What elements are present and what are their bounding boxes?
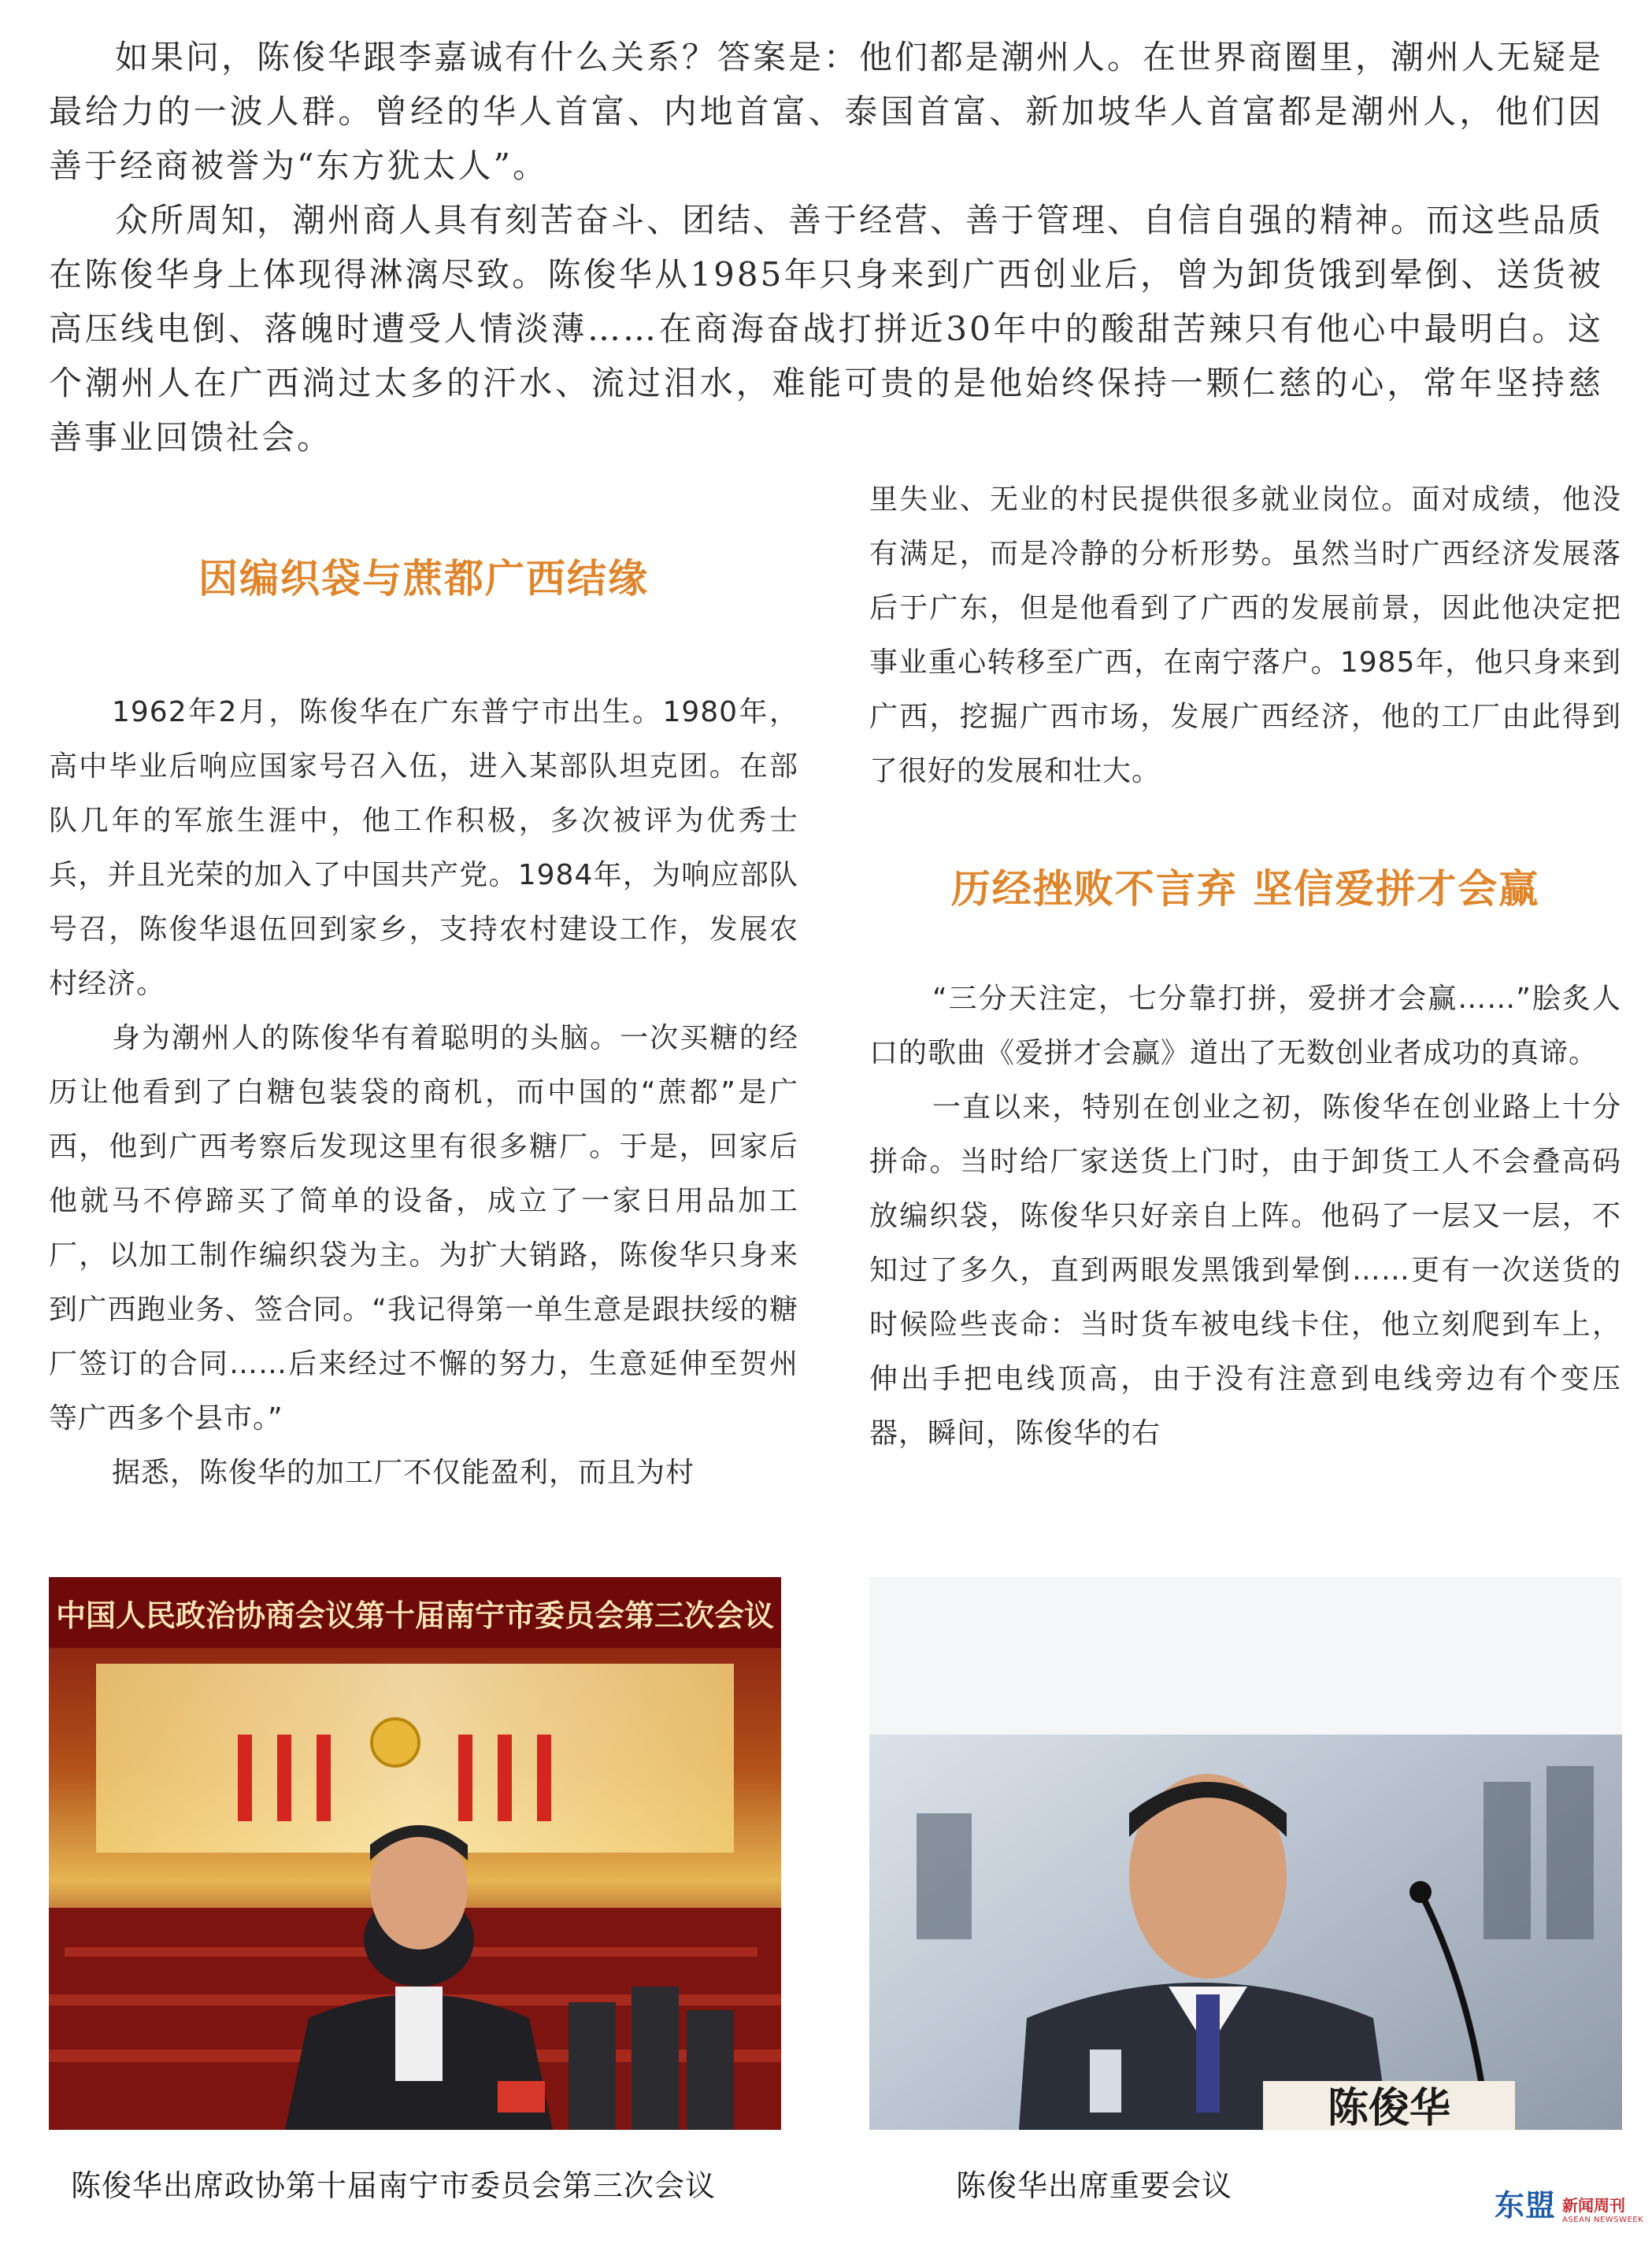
right-column <box>869 472 1621 1461</box>
right-continued-paragraph: 里失业、无业的村民提供很多就业岗位。面对成绩，他没有满足，而是冷静的分析形势。虽然当时广西经济发展落后于广东，但是他看到了广西的发展前景，因此他决定把事业重心转移至广西，在南宁落户。1985年，他只身来到广西，挖掘广西市场，发展广西经济，他的工厂由此得到了很好的发展和壮大。 <box>869 483 1621 787</box>
logo-sub <box>1562 2193 1643 2224</box>
right-paragraph-1: “三分天注定，七分靠打拼，爱拼才会赢……”脍炙人口的歌曲《爱拼才会赢》道出了无数创业者成功的真谛。 <box>869 983 1621 1069</box>
left-paragraph-2: 身为潮州人的陈俊华有着聪明的头脑。一次买糖的经历让他看到了白糖包装袋的商机，而中国的“蔗都”是广西，他到广西考察后发现这里有很多糖厂。于是，回家后他就马不停蹄买了简单的设备，成立了一家日用品加工厂，以加工制作编织袋为主。为扩大销路，陈俊华只身来到广西跑业务、签合同。“我记得第一单生意是跟扶绥的糖厂签订的合同……后来经过不懈的努力，生意延伸至贺州等广西多个县市。” <box>49 1022 798 1435</box>
logo-sub-en: ASEAN NEWSWEEK <box>1562 2216 1644 2224</box>
logo-main-text: 东盟 <box>1495 2188 1557 2223</box>
photo2-caption: 陈俊华出席重要会议 <box>956 2168 1233 2203</box>
photo-important-meeting <box>869 1577 1622 2130</box>
left-column <box>49 472 798 1500</box>
asean-newsweek-logo <box>1495 2181 1643 2224</box>
logo-sub-cn: 新闻周刊 <box>1562 2196 1626 2215</box>
section-heading-origin: 因编织袋与蔗都广西结缘 <box>198 555 649 602</box>
left-paragraph-1: 1962年2月，陈俊华在广东普宁市出生。1980年，高中毕业后响应国家号召入伍，进入某部队坦克团。在部队几年的军旅生涯中，他工作积极，多次被评为优秀士兵，并且光荣的加入了中国共产党。1984年，为响应部队号召，陈俊华退伍回到家乡，支持农村建设工作，发展农村经济。 <box>49 696 798 1000</box>
right-paragraph-2: 一直以来，特别在创业之初，陈俊华在创业路上十分拼命。当时给厂家送货上门时，由于卸货工人不会叠高码放编织袋，陈俊华只好亲自上阵。他码了一层又一层，不知过了多久，直到两眼发黑饿到晕倒……更有一次送货的时候险些丧命：当时货车被电线卡住，他立刻爬到车上，伸出手把电线顶高，由于没有注意到电线旁边有个变压器，瞬间，陈俊华的右 <box>869 1091 1621 1450</box>
photo1-caption: 陈俊华出席政协第十届南宁市委员会第三次会议 <box>71 2168 717 2203</box>
intro-paragraph-2: 众所周知，潮州商人具有刻苦奋斗、团结、善于经营、善于管理、自信自强的精神。而这些品质在陈俊华身上体现得淋漓尽致。陈俊华从1985年只身来到广西创业后，曾为卸货饿到晕倒、送货被高压线电倒、落魄时遭受人情淡薄……在商海奋战打拼近30年中的酸甜苦辣只有他心中最明白。这个潮州人在广西淌过太多的汗水、流过泪水，难能可贵的是他始终保持一颗仁慈的心，常年坚持慈善事业回馈社会。 <box>49 201 1604 457</box>
photo-banner-text: 中国人民政治协商会议第十届南宁市委员会第三次会议 <box>55 1598 775 1633</box>
photo-cppcc-meeting <box>49 1577 781 2130</box>
left-paragraph-3: 据悉，陈俊华的加工厂不仅能盈利，而且为村 <box>112 1457 695 1489</box>
intro-paragraph-1: 如果问，陈俊华跟李嘉诚有什么关系？答案是：他们都是潮州人。在世界商圈里，潮州人无疑是最给力的一波人群。曾经的华人首富、内地首富、泰国首富、新加坡华人首富都是潮州人，他们因善于经商被誉为“东方犹太人”。 <box>49 38 1604 185</box>
nameplate-text: 陈俊华 <box>1327 2084 1451 2130</box>
intro-section <box>49 30 1603 465</box>
section-heading-perseverance: 历经挫败不言弃 坚信爱拼才会赢 <box>950 865 1540 912</box>
